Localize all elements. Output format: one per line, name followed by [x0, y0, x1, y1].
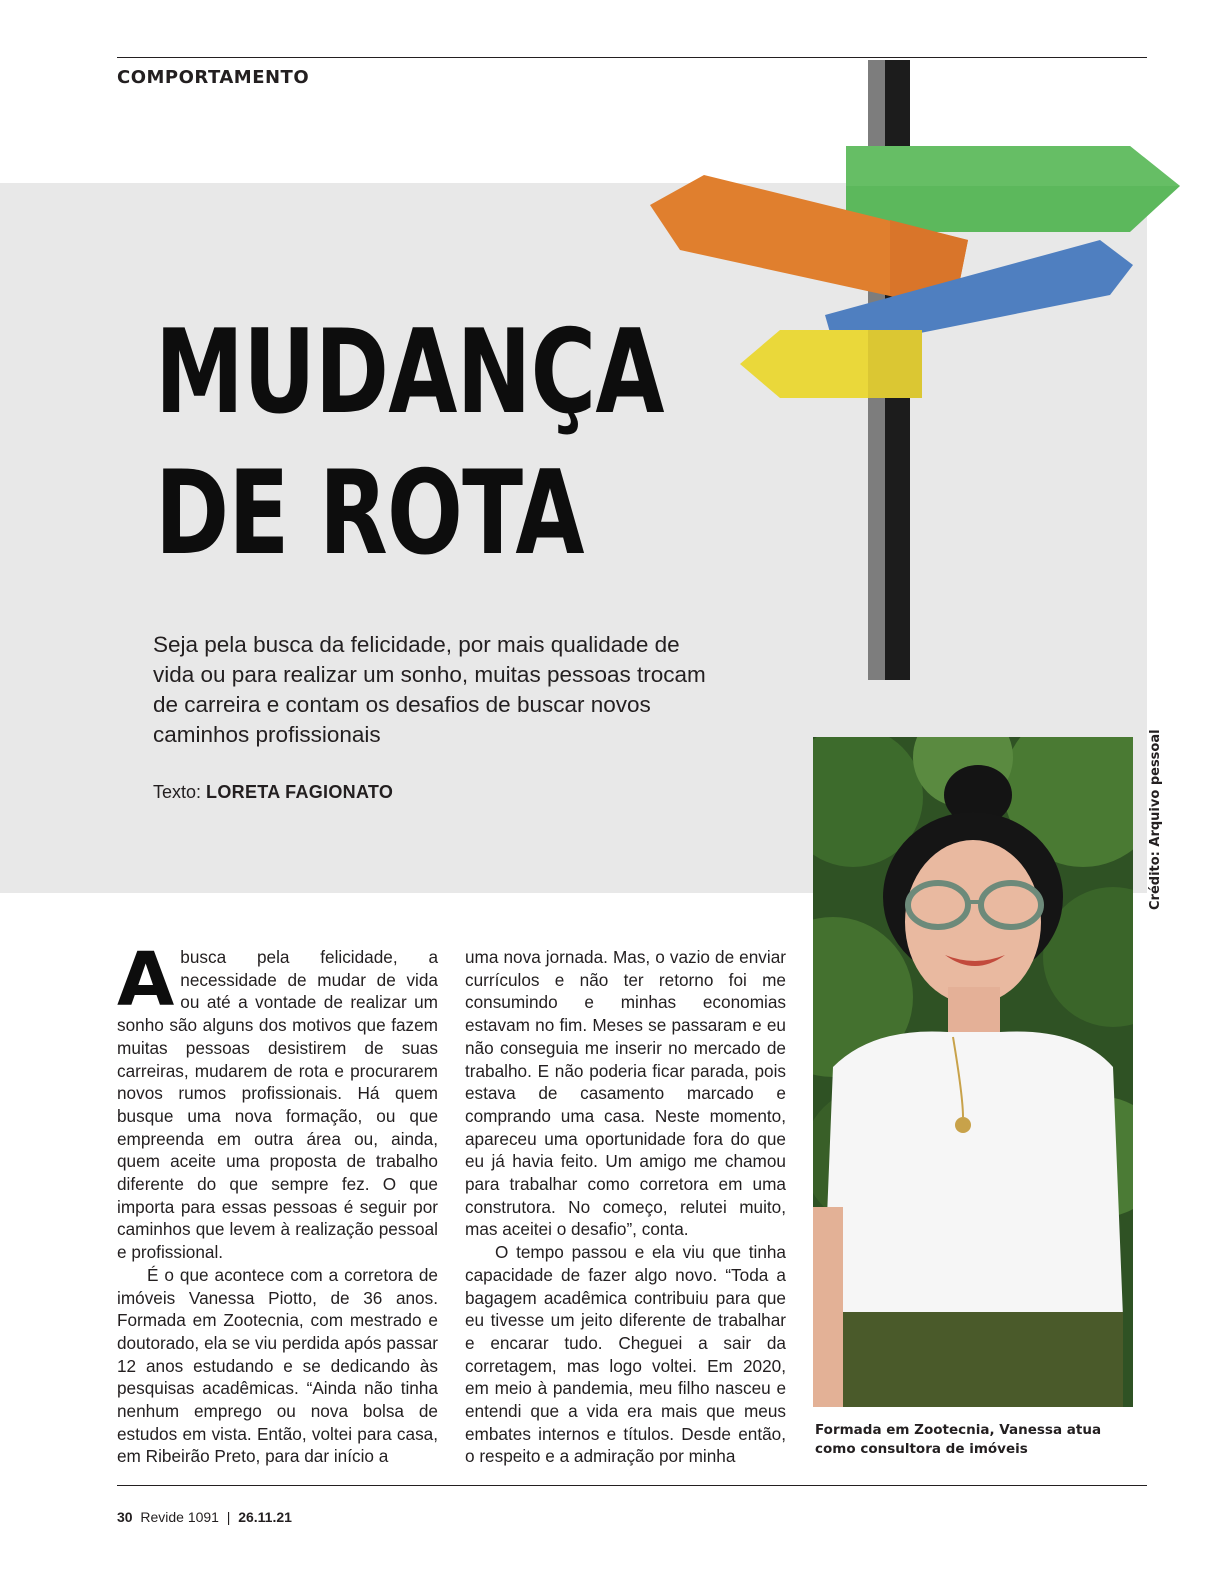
headline [155, 302, 664, 584]
page-number: 30 [117, 1509, 133, 1525]
drop-cap: A [117, 937, 175, 1023]
headline-line-1: MUDANÇA [155, 305, 664, 440]
body-paragraph: uma nova jornada. Mas, o vazio de enviar currículos e não ter retorno foi me consumindo e minhas economias estavam no fim. Meses se passaram e eu não conseguia me inserir no mercado de trabalho. E não poderia ficar parada, pois estava de casamento marcado e comprando uma casa. Neste momento, apareceu uma oportunidade fora do que eu já havia feito. Um amigo me chamou para trabalhar como corretora em uma construtora. No começo, relutei muito, mas aceitei o desafio”, conta. [465, 947, 786, 1240]
bottom-rule [117, 1485, 1147, 1486]
body-paragraph: É o que acontece com a corretora de imóveis Vanessa Piotto, de 36 anos. Formada em Zootecnia, com mestrado e doutorado, ela se viu perdida após passar 12 anos estudando e se dedicando às pesquisas acadêmicas. “Ainda não tinha nenhum emprego ou nova bolsa de estudos em vista. Então, voltei para casa, em Ribeirão Preto, para dar início a [117, 1264, 438, 1467]
signpost-illustration [650, 60, 1190, 685]
photo-caption: Formada em Zootecnia, Vanessa atua como consultora de imóveis [815, 1422, 1102, 1457]
portrait-image [813, 737, 1133, 1407]
headline-line-2: DE ROTA [155, 446, 584, 581]
issue-date: 26.11.21 [238, 1509, 292, 1525]
byline-label: Texto: [153, 782, 202, 802]
folio [117, 1509, 292, 1525]
top-rule [117, 57, 1147, 58]
folio-separator: | [226, 1509, 231, 1525]
magazine-issue: Revide 1091 [140, 1509, 219, 1525]
body-column-2 [465, 946, 786, 1468]
photo-credit-text: Crédito: Arquivo pessoal [1148, 729, 1163, 910]
body-paragraph: O tempo passou e ela viu que tinha capacidade de fazer algo novo. “Toda a bagagem acadêmica contribuiu para que eu tivesse um jeito diferente de trabalhar e encarar tudo. Cheguei a sair da corretagem, mas logo voltei. Em 2020, em meio à pandemia, meu filho nasceu e entendi que a vida era mais que meus embates internos e títulos. Desde então, o respeito e a admiração por minha [465, 1242, 786, 1467]
section-label: COMPORTAMENTO [117, 67, 310, 88]
body-text: busca pela felicidade, a necessidade de mudar de vida ou até a vontade de realizar um sonho são alguns dos motivos que fazem muitas pessoas desistirem de suas carreiras, mudarem de rota e procurarem novos rumos profissionais. Há quem busque uma nova formação, ou que empreenda em outra área ou, ainda, quem aceite uma proposta de trabalho diferente do que sempre fez. O que importa para essas pessoas é seguir por caminhos que levem à realização pessoal e profissional. [117, 947, 438, 1263]
byline [153, 782, 393, 803]
body-paragraph [117, 937, 438, 1264]
portrait-photo [813, 737, 1133, 1407]
body-column-1 [117, 937, 438, 1468]
photo-credit [1146, 729, 1164, 910]
byline-author: LORETA FAGIONATO [206, 782, 394, 802]
lede: Seja pela busca da felicidade, por mais qualidade de vida ou para realizar um sonho, muitas pessoas trocam de carreira e contam os desafios de buscar novos caminhos profissionais [153, 632, 706, 747]
